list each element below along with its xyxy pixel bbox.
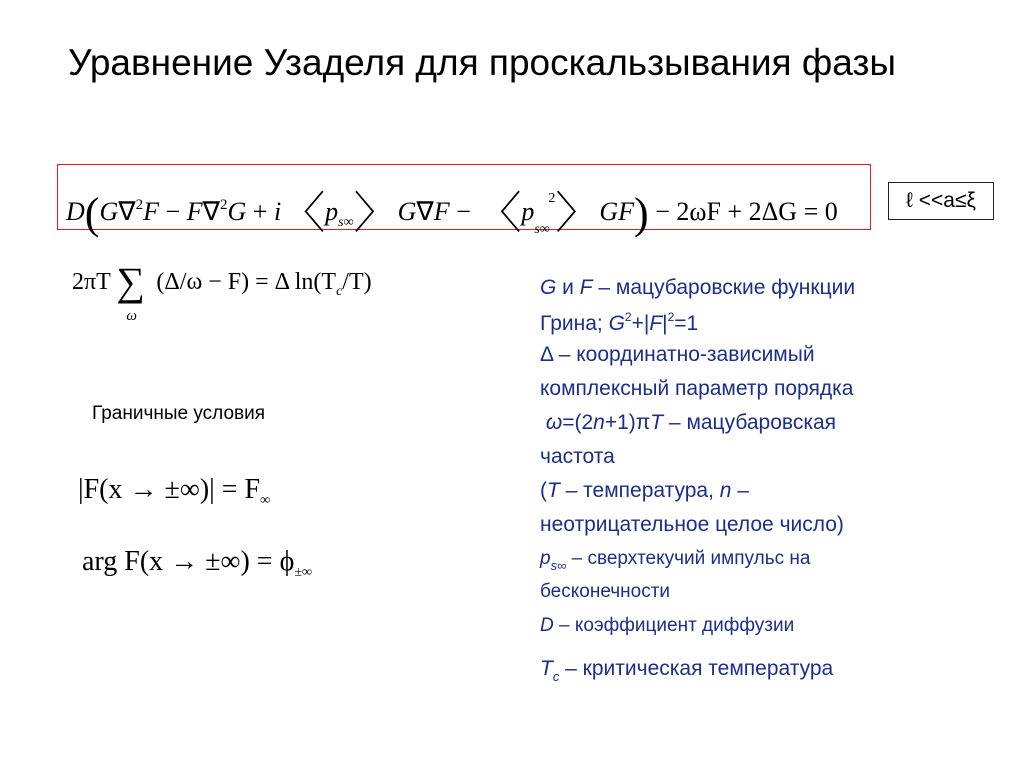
desc-matsubara-frequency: ω=(2n+1)πT – мацубаровская — [545, 411, 837, 434]
desc-normalization: Грина; $G^2+|F|^2=1$ — [540, 310, 699, 335]
sum-symbol: ∑ ω — [116, 259, 145, 324]
desc-temperature: (T – температура, n – — [540, 479, 749, 502]
usadel-equation: D(G∇$^2$F − F∇$^2$G + i〈$p_{s\infty}$〉G∇F − 〈p 2 $_{s\infty}$ 〉GF) − 2ωF + 2ΔG = 0 — [66, 189, 838, 238]
desc-frequency: частота — [540, 445, 615, 468]
boundary-condition-phase: arg F(x → ±∞) = $\phi_{\pm\infty}$ — [82, 546, 312, 580]
desc-order-parameter-2: комплексный параметр порядка — [540, 377, 854, 400]
desc-green-functions: G и F – мацубаровские функции — [540, 276, 856, 299]
gap-equation: 2πT ∑ ω (Δ/ω − F) = Δ $\ln(T_c/T)$ — [72, 259, 372, 324]
boundary-conditions-label: Граничные условия — [92, 403, 266, 424]
desc-superfluid-momentum: $p_{s\infty}$ – сверхтекучий импульс на — [540, 548, 811, 573]
boundary-condition-modulus: |F(x → ±∞)| = $F_\infty$ — [78, 474, 271, 508]
desc-integer: неотрицательное целое число) — [540, 513, 844, 536]
usadel-equation-box — [57, 164, 871, 238]
desc-order-parameter-1: Δ – координатно-зависимый — [540, 343, 815, 366]
condition-box: ℓ <<a≤ξ — [888, 182, 994, 220]
slide-title: Уравнение Узаделя для проскальзывания фазы — [68, 42, 897, 83]
desc-infinity: бесконечности — [540, 581, 671, 602]
desc-diffusion: D – коэффициент диффузии — [540, 615, 795, 636]
eq-D: D — [66, 197, 85, 226]
desc-critical-temperature: $T_c$ – критическая температура — [540, 657, 834, 684]
